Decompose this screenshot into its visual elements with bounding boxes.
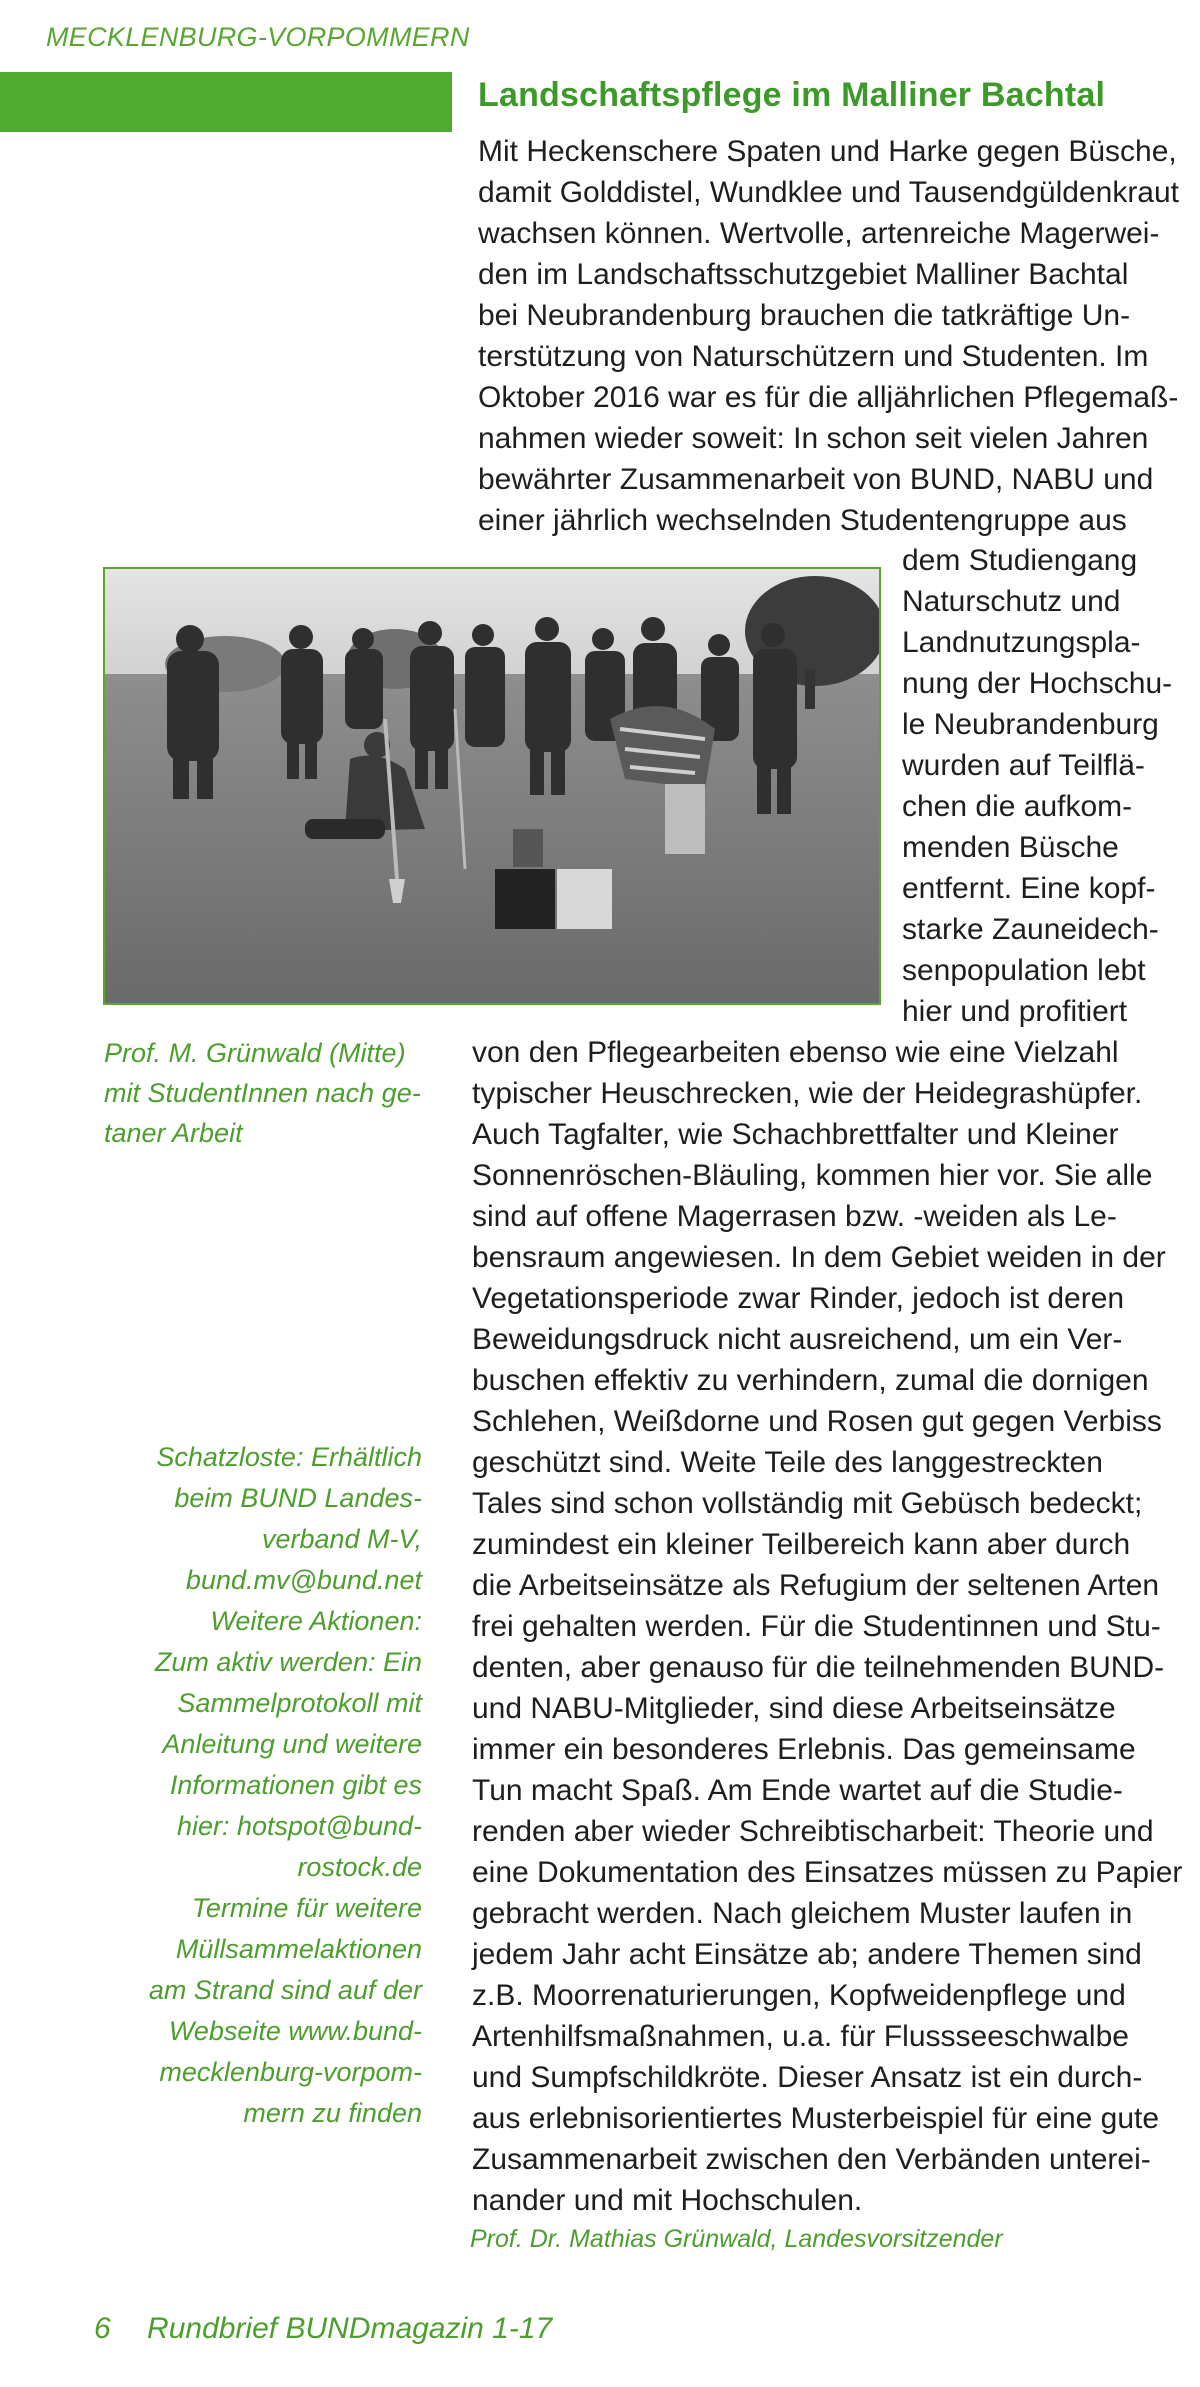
- body-line: Tun macht Spaß. Am Ende wartet auf die Studie-: [472, 1774, 1123, 1807]
- body-line: aus erlebnisorientiertes Musterbeispiel für eine gute: [472, 2102, 1160, 2135]
- body-line: nahmen wieder soweit: In schon seit vielen Jahren: [478, 422, 1149, 455]
- article-author: Prof. Dr. Mathias Grünwald, Landesvorsitzender: [470, 2225, 1003, 2253]
- body-line: Mit Heckenschere Spaten und Harke gegen Büsche,: [478, 135, 1177, 168]
- publication-name: Rundbrief BUNDmagazin 1-17: [147, 2312, 553, 2345]
- sidebar-line: Informationen gibt es: [169, 1770, 422, 1800]
- body-line: die Arbeitseinsätze als Refugium der seltenen Arten: [472, 1569, 1160, 1602]
- body-line: Landnutzungspla-: [902, 626, 1141, 659]
- sidebar-line: hier: hotspot@bund-: [176, 1811, 422, 1841]
- body-line: typischer Heuschrecken, wie der Heidegrashüpfer.: [472, 1077, 1143, 1110]
- body-line: Beweidungsdruck nicht ausreichend, um ein Ver-: [472, 1323, 1123, 1356]
- body-line: immer ein besonderes Erlebnis. Das gemeinsame: [472, 1733, 1136, 1766]
- body-line: sind auf offene Magerrasen bzw. -weiden als Le-: [472, 1200, 1117, 1233]
- body-line: Vegetationsperiode zwar Rinder, jedoch ist deren: [472, 1282, 1125, 1315]
- sidebar-line: Müllsammelaktionen: [175, 1934, 422, 1964]
- body-line: wachsen können. Wertvolle, artenreiche Magerwei-: [478, 217, 1160, 250]
- body-line: buschen effektiv zu verhindern, zumal die dornigen: [472, 1364, 1149, 1397]
- body-line: denten, aber genauso für die teilnehmenden BUND-: [472, 1651, 1165, 1684]
- sidebar-line: verband M-V,: [261, 1524, 422, 1554]
- body-line: menden Büsche: [902, 831, 1119, 864]
- sidebar-line: Webseite www.bund-: [168, 2016, 422, 2046]
- body-line: hier und profitiert: [902, 995, 1128, 1028]
- body-line: le Neubrandenburg: [902, 708, 1159, 741]
- sidebar-line: Sammelprotokoll mit: [177, 1688, 422, 1718]
- sidebar-line: Anleitung und weitere: [162, 1729, 422, 1759]
- body-line: jedem Jahr acht Einsätze ab; andere Themen sind: [472, 1938, 1142, 1971]
- sidebar-email: bund.mv@bund.net: [185, 1565, 422, 1595]
- body-line: eine Dokumentation des Einsatzes müssen zu Papier: [472, 1856, 1183, 1889]
- body-line: wurden auf Teilflä-: [902, 749, 1145, 782]
- body-line: nander und mit Hochschulen.: [472, 2184, 863, 2217]
- sidebar-line: rostock.de: [297, 1852, 422, 1882]
- body-line: renden aber wieder Schreibtischarbeit: Theorie und: [472, 1815, 1154, 1848]
- sidebar-line: am Strand sind auf der: [148, 1975, 422, 2005]
- body-line: senpopulation lebt: [902, 954, 1146, 987]
- body-line: Artenhilfsmaßnahmen, u.a. für Flussseeschwalbe: [472, 2020, 1129, 2053]
- body-line: einer jährlich wechselnden Studentengruppe aus: [478, 504, 1127, 537]
- body-line: starke Zauneidech-: [902, 913, 1159, 946]
- body-line: Naturschutz und: [902, 585, 1121, 618]
- body-line: bewährter Zusammenarbeit von BUND, NABU und: [478, 463, 1154, 496]
- body-line: den im Landschaftsschutzgebiet Malliner Bachtal: [478, 258, 1129, 291]
- body-line: dem Studiengang: [902, 544, 1138, 577]
- body-line: zumindest ein kleiner Teilbereich kann aber durch: [472, 1528, 1131, 1561]
- body-line: Auch Tagfalter, wie Schachbrettfalter und Kleiner: [472, 1118, 1119, 1151]
- body-line: und Sumpfschildkröte. Dieser Ansatz ist ein durch-: [472, 2061, 1143, 2094]
- sidebar-line: Termine für weitere: [191, 1893, 422, 1923]
- body-line: geschützt sind. Weite Teile des langgestreckten: [472, 1446, 1103, 1479]
- article-title: Landschaftspflege im Malliner Bachtal: [478, 76, 1106, 114]
- page-number: 6: [94, 2312, 111, 2345]
- photo-illustration: [105, 569, 879, 1003]
- body-line: und NABU-Mitglieder, sind diese Arbeitseinsätze: [472, 1692, 1116, 1725]
- sidebar-line: mern zu finden: [243, 2098, 422, 2128]
- accent-bar: [0, 72, 452, 132]
- body-line: entfernt. Eine kopf-: [902, 872, 1156, 905]
- sidebar-line: Schatzloste: Erhältlich: [156, 1442, 422, 1472]
- body-line: nung der Hochschu-: [902, 667, 1173, 700]
- body-line: chen die aufkom-: [902, 790, 1133, 823]
- body-line: Zusammenarbeit zwischen den Verbänden unterei-: [472, 2143, 1151, 2176]
- sidebar-line: Zum aktiv werden: Ein: [154, 1647, 422, 1677]
- region-label: MECKLENBURG-VORPOMMERN: [46, 22, 470, 52]
- body-line: Oktober 2016 war es für die alljährlichen Pflegemaß-: [478, 381, 1179, 414]
- body-line: bensraum angewiesen. In dem Gebiet weiden in der: [472, 1241, 1166, 1274]
- page-footer: [94, 2312, 552, 2346]
- sidebar-line: beim BUND Landes-: [174, 1483, 422, 1513]
- body-line: gebracht werden. Nach gleichem Muster laufen in: [472, 1897, 1133, 1930]
- body-line: z.B. Moorrenaturierungen, Kopfweidenpflege und: [472, 1979, 1126, 2012]
- body-line: damit Golddistel, Wundklee und Tausendgüldenkraut: [478, 176, 1180, 209]
- body-line: frei gehalten werden. Für die Studentinnen und Stu-: [472, 1610, 1161, 1643]
- group-photo: [103, 567, 881, 1005]
- sidebar-line: mecklenburg-vorpom-: [159, 2057, 422, 2087]
- body-line: Sonnenröschen-Bläuling, kommen hier vor. Sie alle: [472, 1159, 1153, 1192]
- body-line: Tales sind schon vollständig mit Gebüsch bedeckt;: [472, 1487, 1143, 1520]
- caption-line: Prof. M. Grünwald (Mitte): [104, 1038, 406, 1068]
- body-line: von den Pflegearbeiten ebenso wie eine Vielzahl: [472, 1036, 1119, 1069]
- caption-line: mit StudentInnen nach ge-: [104, 1078, 421, 1108]
- body-line: bei Neubrandenburg brauchen die tatkräftige Un-: [478, 299, 1131, 332]
- sidebar-line: Weitere Aktionen:: [210, 1606, 422, 1636]
- body-line: Schlehen, Weißdorne und Rosen gut gegen Verbiss: [472, 1405, 1162, 1438]
- body-line: terstützung von Naturschützern und Studenten. Im: [478, 340, 1149, 373]
- caption-line: taner Arbeit: [104, 1118, 243, 1148]
